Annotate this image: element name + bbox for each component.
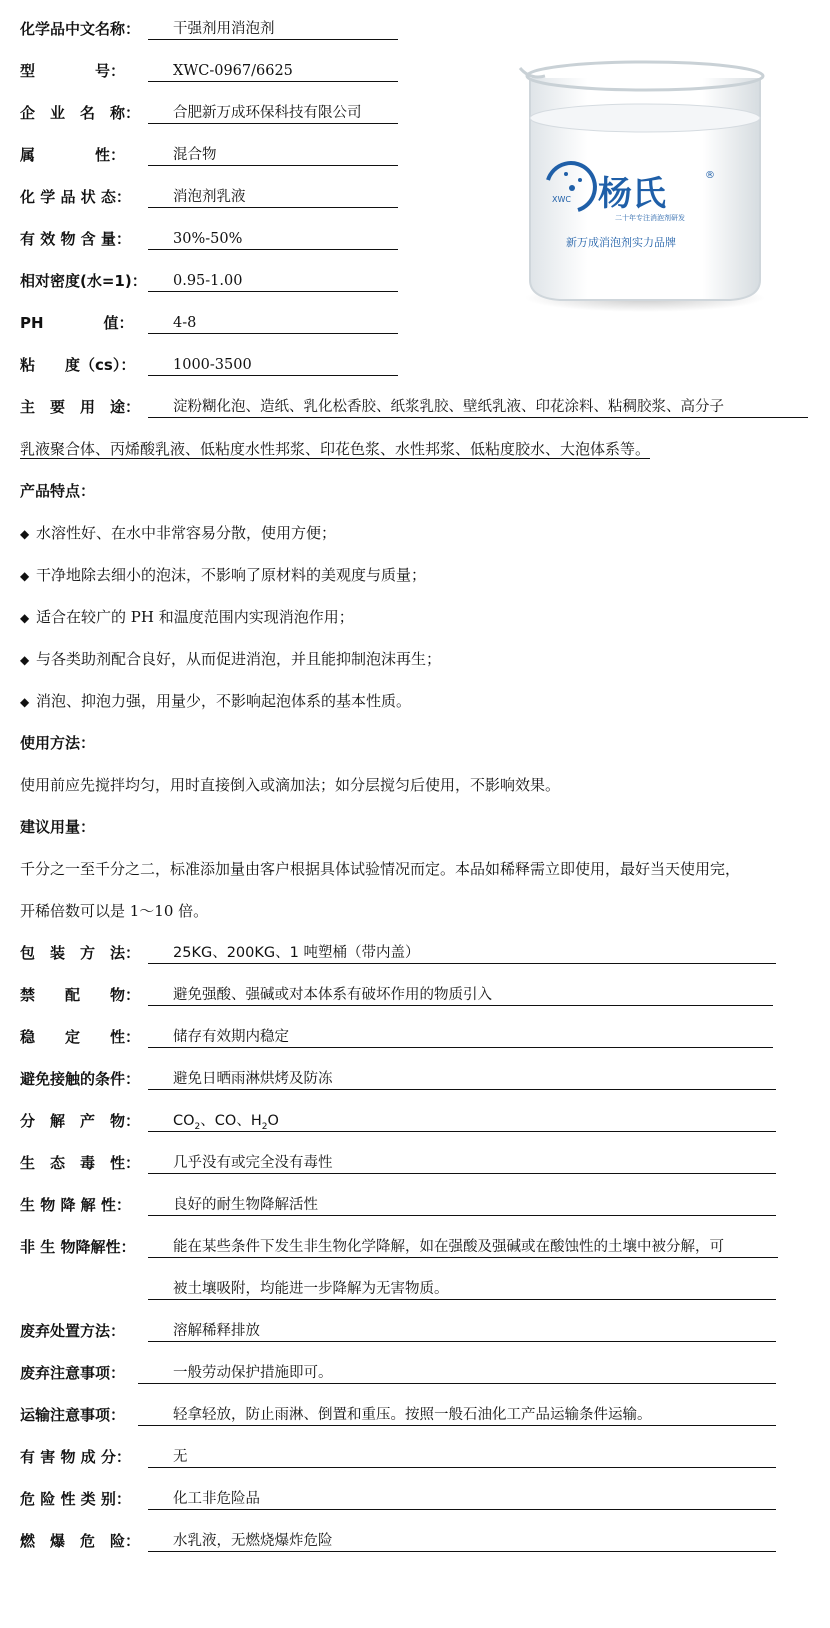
field-value: 淀粉糊化泡、造纸、乳化松香胶、纸浆乳胶、壁纸乳液、印花涂料、粘稠胶浆、高分子: [148, 396, 808, 418]
brand-slogan: 新万成消泡剂实力品牌: [566, 236, 676, 249]
decomposition-products: $CO_2$、CO、$H_2O$: [148, 1110, 776, 1132]
field-value: 0.95-1.00: [148, 270, 398, 292]
field-label: 化 学 品 状 态：: [20, 188, 131, 206]
logo-mark-text: XWC: [552, 195, 571, 204]
product-beaker-image: [500, 40, 790, 320]
usage-line-2: 乳液聚合体、丙烯酸乳液、低粘度水性邦浆、印花色浆、水性邦浆、低粘度胶水、大泡体系等。: [20, 440, 651, 458]
field-main-usage: [20, 396, 810, 418]
field-value: 混合物: [148, 144, 398, 166]
field-value: XWC-0967/6625: [148, 60, 398, 82]
field-value: 1000-3500: [148, 354, 398, 376]
field-label: 企 业 名 称：: [20, 104, 141, 122]
feature-item: ◆ 与各类助剂配合良好，从而促进消泡，并且能抑制泡沫再生；: [20, 650, 442, 668]
brand-name: 杨氏: [598, 174, 666, 214]
field-label: PH 值：: [20, 314, 134, 332]
field-value: 干强剂用消泡剂: [148, 18, 398, 40]
field-label: 型 号：: [20, 62, 126, 80]
features-title: 产品特点：: [20, 482, 96, 500]
dosage-title: 建议用量：: [20, 818, 96, 836]
feature-item: ◆ 消泡、抑泡力强，用量少，不影响起泡体系的基本性质。: [20, 692, 412, 710]
brand-tagline: 二十年专注消泡剂研发: [615, 214, 685, 222]
method-title: 使用方法：: [20, 734, 96, 752]
field-label: 主 要 用 途：: [20, 398, 141, 416]
field-label: 化学品中文名称：: [20, 20, 141, 38]
field-value: 消泡剂乳液: [148, 186, 398, 208]
field-value: 合肥新万成环保科技有限公司: [148, 102, 398, 124]
field-label: 粘 度（cs）：: [20, 356, 136, 374]
field-label: 有 效 物 含 量：: [20, 230, 131, 248]
field-value: 30%-50%: [148, 228, 398, 250]
field-label: 相对密度(水=1)：: [20, 272, 147, 290]
feature-item: ◆ 干净地除去细小的泡沫，不影响了原材料的美观度与质量；: [20, 566, 427, 584]
field-label: 属 性：: [20, 146, 126, 164]
feature-item: ◆ 适合在较广的 PH 和温度范围内实现消泡作用；: [20, 608, 354, 626]
method-text: 使用前应先搅拌均匀，用时直接倒入或滴加法；如分层搅匀后使用，不影响效果。: [20, 776, 561, 794]
registered-mark: ®: [705, 170, 715, 181]
dosage-line-2: 开稀倍数可以是 1～10 倍。: [20, 902, 209, 920]
dosage-line-1: 千分之一至千分之二，标准添加量由客户根据具体试验情况而定。本品如稀释需立即使用，最好当天使用完，: [20, 860, 741, 878]
feature-item: ◆ 水溶性好、在水中非常容易分散，使用方便；: [20, 524, 337, 542]
field-value: 4-8: [148, 312, 398, 334]
